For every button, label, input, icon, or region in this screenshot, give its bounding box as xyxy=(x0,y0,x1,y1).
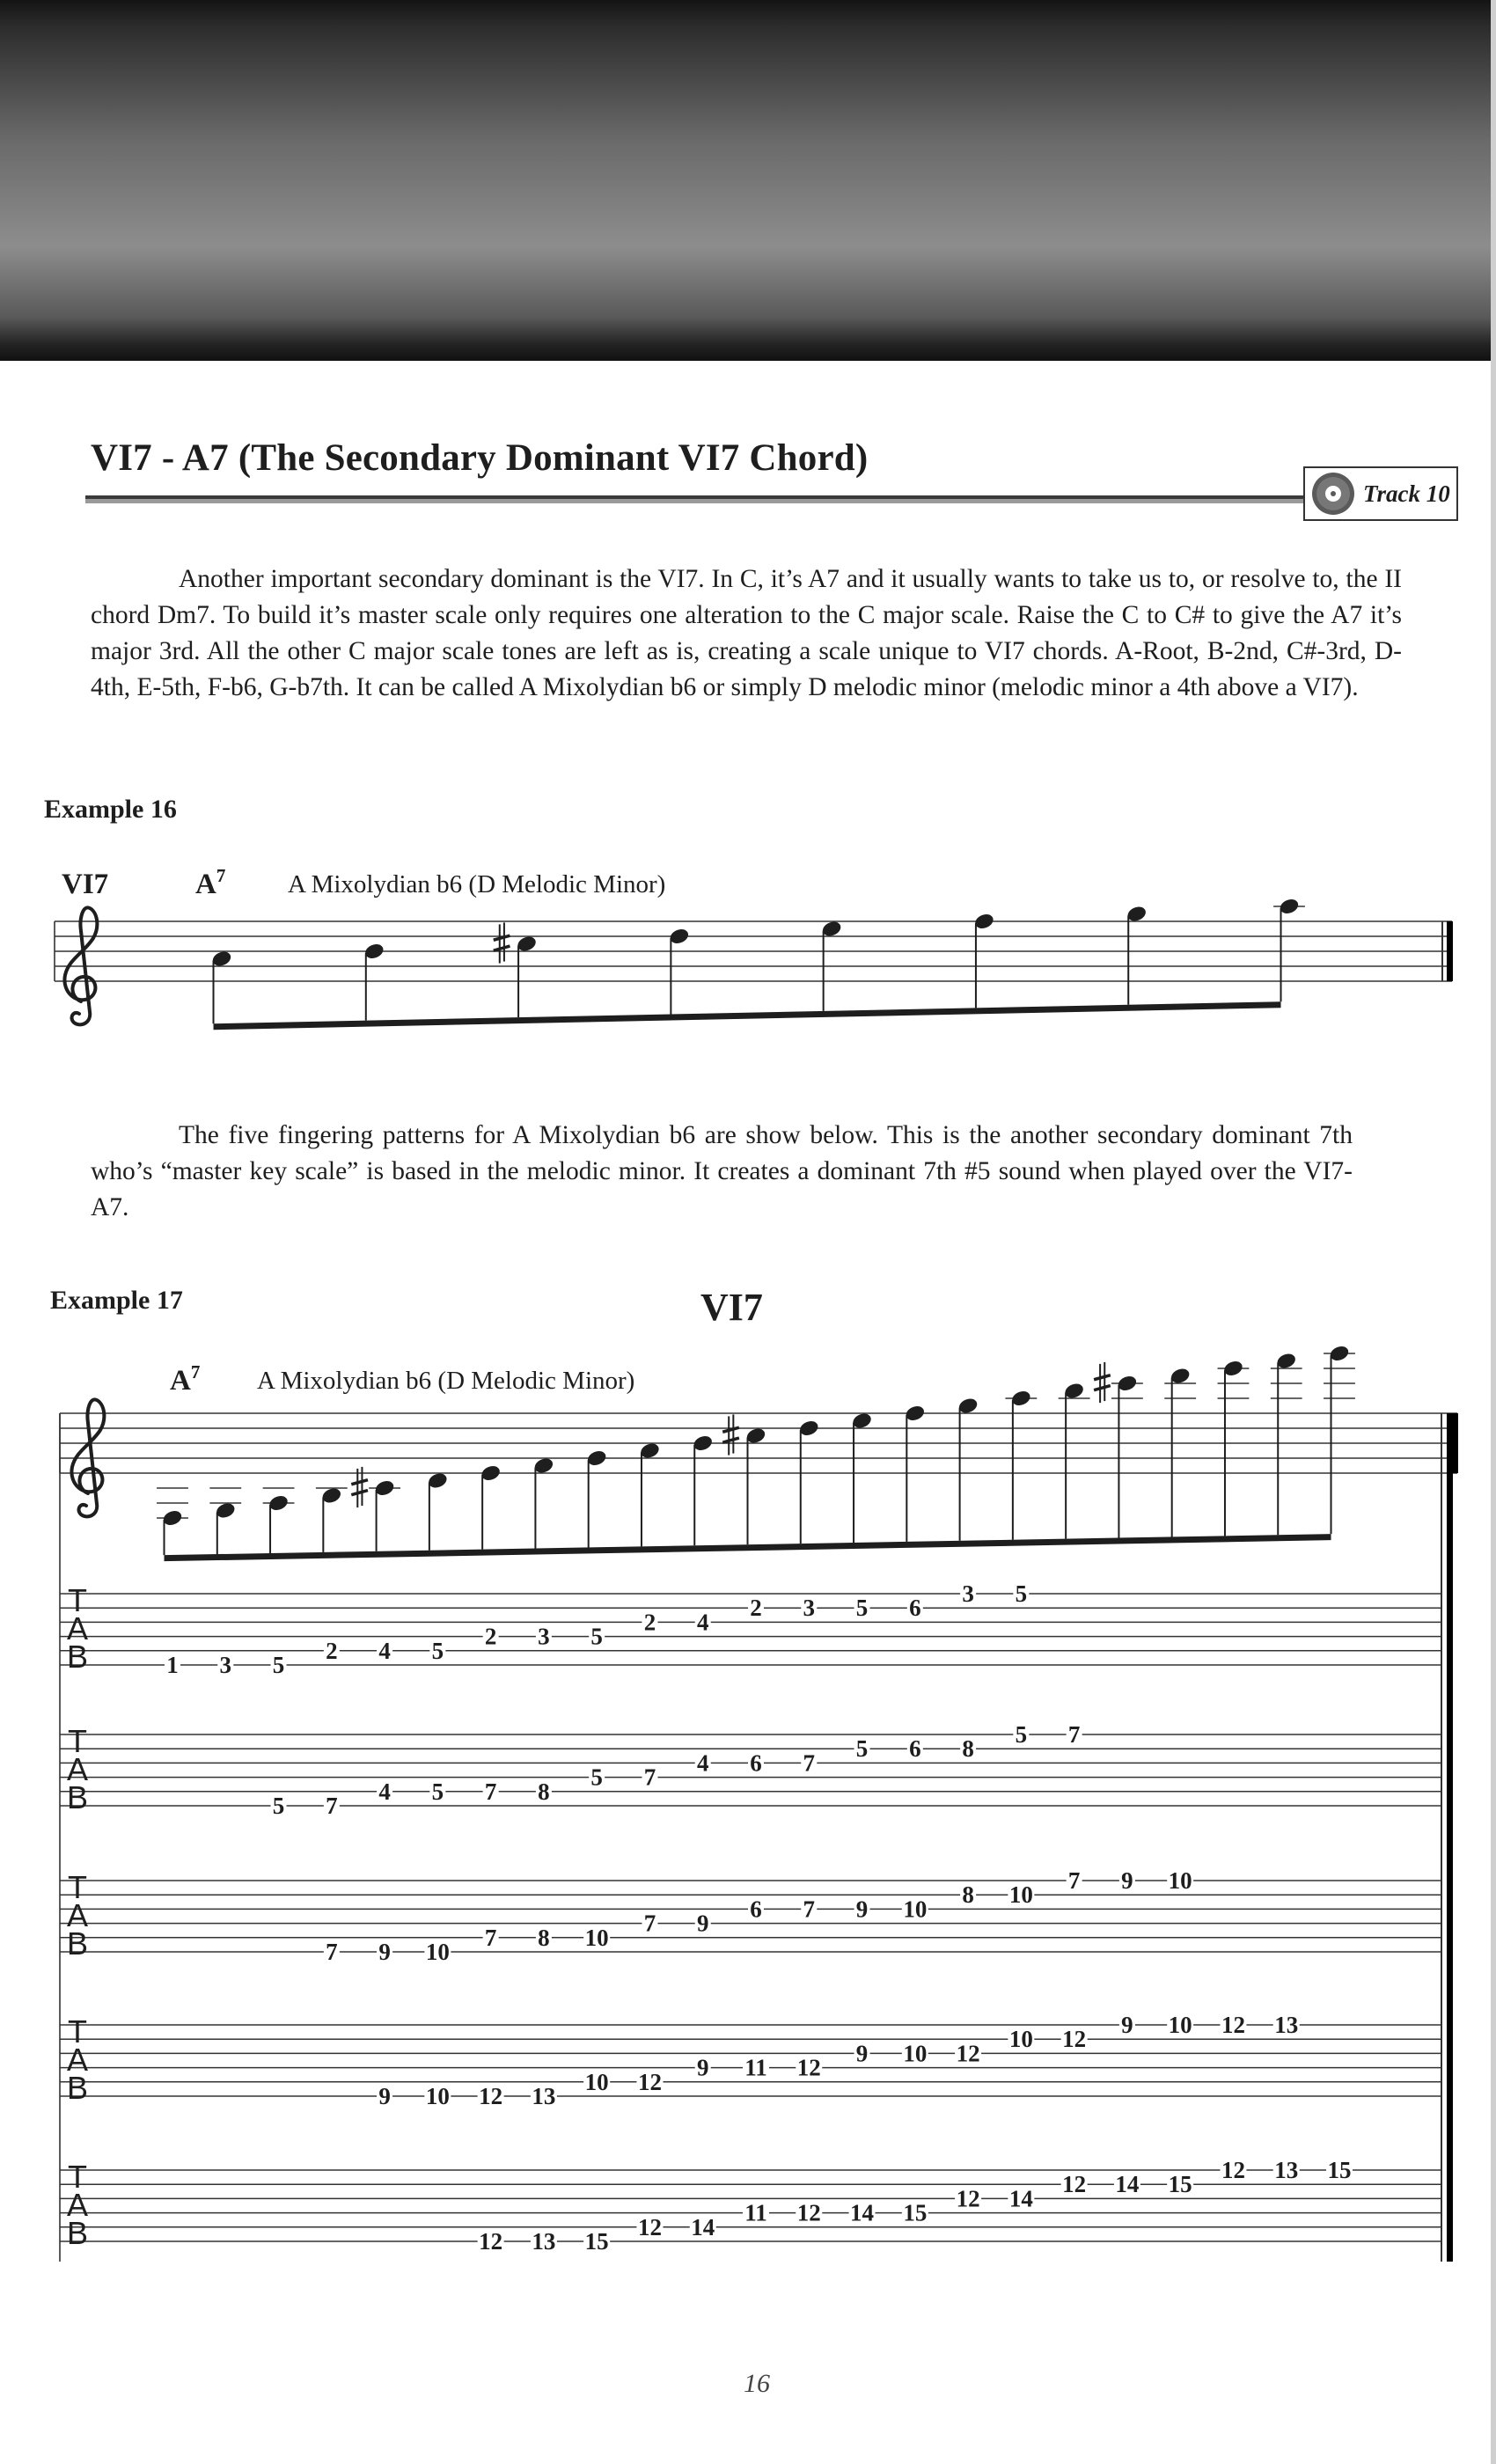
fret-number: 15 xyxy=(1168,2171,1192,2198)
fret-number: 11 xyxy=(744,2054,767,2081)
fret-number: 13 xyxy=(532,2083,556,2109)
fret-number: 7 xyxy=(803,1749,816,1777)
fret-number: 5 xyxy=(855,1595,869,1622)
fret-number: 6 xyxy=(909,1595,921,1622)
fret-number: 7 xyxy=(1067,1867,1081,1894)
fret-number: 9 xyxy=(1121,2012,1133,2038)
scan-shadow xyxy=(0,0,1496,361)
fret-number: 3 xyxy=(803,1595,816,1622)
fret-number: 5 xyxy=(431,1637,444,1664)
chord-symbol-root: A xyxy=(195,869,216,900)
fret-number: 9 xyxy=(1121,1867,1133,1894)
fret-number: 6 xyxy=(909,1735,921,1763)
chord-symbol-root: A xyxy=(170,1365,191,1397)
chord-symbol-quality: 7 xyxy=(190,1361,201,1382)
fret-number: 10 xyxy=(425,1939,450,1965)
fret-number: 12 xyxy=(1221,2012,1245,2038)
sharp-accidental xyxy=(494,922,510,963)
fret-number: 10 xyxy=(903,1896,928,1923)
fret-number: 3 xyxy=(219,1652,232,1678)
fret-number: 3 xyxy=(962,1580,974,1607)
fret-number: 4 xyxy=(378,1637,391,1664)
fret-number: 12 xyxy=(637,2213,662,2240)
tab-clef-letter: B xyxy=(66,2070,89,2106)
fret-number: 5 xyxy=(272,1652,285,1678)
fret-number: 7 xyxy=(643,1764,656,1791)
fret-number: 1 xyxy=(166,1652,179,1678)
fret-number: 12 xyxy=(956,2185,980,2212)
fret-number: 12 xyxy=(1062,2026,1087,2053)
fret-number: 14 xyxy=(691,2213,715,2240)
intro-paragraph: Another important secondary dominant is the VI7. In C, it’s A7 and it usually wants to take us to, or resolve to, the II chord Dm7. To build it’s master scale only requires one alteration to the C major scale. Raise the C to C# to give the A7 it’s major 3rd. All the other C major scale tones are left as is, creating a scale unique to VI7 chords. A-Root, B-2nd, C#-3rd, D-4th, E-5th, F-b6, G-b7th. It can be called A Mixolydian b6 or simply D melodic minor (melodic minor a 4th above a VI7). xyxy=(91,565,1402,701)
example-16-notation xyxy=(0,862,1496,1056)
fret-number: 8 xyxy=(962,1735,974,1763)
sharp-accidental xyxy=(722,1414,739,1455)
fret-number: 5 xyxy=(431,1778,444,1805)
chord-symbol-quality: 7 xyxy=(216,865,226,886)
fret-number: 10 xyxy=(584,2068,609,2095)
system-final-barline xyxy=(1447,1413,1453,2262)
tab-clef-letter: B xyxy=(66,1779,89,1815)
fret-number: 7 xyxy=(326,1793,338,1819)
fret-number: 5 xyxy=(590,1764,603,1791)
fret-number: 15 xyxy=(584,2228,609,2255)
example-17-label: Example 17 xyxy=(50,1286,183,1315)
page-title: VI7 - A7 (The Secondary Dominant VI7 Chord) xyxy=(91,437,869,479)
fret-number: 6 xyxy=(750,1896,762,1923)
tab-clef-letter: T xyxy=(68,2013,87,2050)
cd-icon xyxy=(1310,471,1356,517)
fret-number: 15 xyxy=(903,2199,928,2226)
beam xyxy=(214,1001,1281,1030)
fret-number: 7 xyxy=(803,1896,816,1923)
tab-clef-letter: A xyxy=(66,2187,89,2223)
tab-clef-letter: T xyxy=(68,1869,87,1905)
fret-number: 2 xyxy=(326,1637,338,1664)
tab-clef-letter: T xyxy=(68,1723,87,1759)
fret-number: 10 xyxy=(1168,1867,1192,1894)
fret-number: 11 xyxy=(744,2199,767,2226)
final-barline-thick xyxy=(1447,921,1453,981)
tab-clef-letter: B xyxy=(66,1925,89,1962)
fret-number: 9 xyxy=(855,2040,869,2067)
tab-clef-letter: A xyxy=(66,2042,89,2078)
fret-number: 8 xyxy=(962,1881,974,1909)
treble-staff xyxy=(55,897,1453,1030)
fret-number: 7 xyxy=(484,1778,497,1805)
fret-number: 7 xyxy=(326,1939,338,1965)
fingering-paragraph: The five fingering patterns for A Mixolydian b6 are show below. This is the another secondary dominant 7th who’s “master key scale” is based in the melodic minor. It creates a dominant 7th #5 sound when played over the VI7-A7. xyxy=(91,1121,1353,1221)
fret-number: 9 xyxy=(696,1910,709,1937)
fret-number: 2 xyxy=(484,1623,497,1650)
tab-clef-letter: A xyxy=(66,1751,89,1787)
fret-number: 12 xyxy=(956,2040,980,2067)
fret-number: 13 xyxy=(532,2228,556,2255)
tab-system xyxy=(60,1867,1441,1965)
fret-number: 5 xyxy=(1015,1580,1028,1607)
fret-number: 6 xyxy=(750,1749,762,1777)
tab-system xyxy=(60,1721,1441,1819)
fret-number: 3 xyxy=(538,1623,550,1650)
fret-number: 14 xyxy=(1008,2185,1033,2212)
fret-number: 10 xyxy=(1168,2012,1192,2038)
fret-number: 9 xyxy=(378,2083,391,2109)
scale-name: A Mixolydian b6 (D Melodic Minor) xyxy=(257,1367,635,1395)
track-badge xyxy=(1303,466,1458,521)
fret-number: 12 xyxy=(1221,2157,1245,2183)
scale-name: A Mixolydian b6 (D Melodic Minor) xyxy=(288,870,666,898)
fret-number: 2 xyxy=(643,1609,656,1636)
fret-number: 9 xyxy=(378,1939,391,1965)
fret-number: 14 xyxy=(1115,2171,1140,2198)
fret-number: 5 xyxy=(590,1623,603,1650)
fret-number: 15 xyxy=(1327,2157,1352,2183)
fret-number: 13 xyxy=(1274,2012,1299,2038)
fret-number: 12 xyxy=(637,2068,662,2095)
tab-clef-letter: T xyxy=(68,2159,87,2195)
fret-number: 5 xyxy=(855,1735,869,1763)
fret-number: 4 xyxy=(696,1609,709,1636)
fret-number: 10 xyxy=(425,2083,450,2109)
fret-number: 2 xyxy=(750,1595,762,1622)
fret-number: 12 xyxy=(796,2054,821,2081)
tab-system xyxy=(60,2157,1441,2255)
fret-number: 7 xyxy=(643,1910,656,1937)
fret-number: 10 xyxy=(1008,1881,1033,1909)
fret-number: 4 xyxy=(378,1778,391,1805)
tab-clef-letter: B xyxy=(66,2215,89,2251)
fret-number: 5 xyxy=(1015,1721,1028,1748)
fret-number: 10 xyxy=(584,1924,609,1951)
fret-number: 8 xyxy=(538,1924,550,1951)
fret-number: 12 xyxy=(1062,2171,1087,2198)
example-16-label: Example 16 xyxy=(44,795,177,824)
sharp-accidental xyxy=(1094,1362,1111,1403)
fret-number: 14 xyxy=(850,2199,875,2226)
fret-number: 9 xyxy=(855,1896,869,1923)
svg-text:A7 xyxy=(195,865,225,900)
tab-system xyxy=(60,2012,1441,2109)
tab-clef-letter: T xyxy=(68,1582,87,1618)
page-number: 16 xyxy=(744,2369,770,2398)
title-rule xyxy=(85,495,1303,503)
fret-number: 8 xyxy=(538,1778,550,1805)
final-barline-thick xyxy=(1452,1413,1458,1473)
fret-number: 4 xyxy=(696,1749,709,1777)
example-17-notation xyxy=(0,1324,1496,2297)
example-17-heading: VI7 xyxy=(700,1286,763,1329)
fret-number: 10 xyxy=(1008,2026,1033,2053)
fret-number: 12 xyxy=(479,2228,503,2255)
fret-number: 9 xyxy=(696,2054,709,2081)
tab-system xyxy=(60,1580,1441,1678)
track-label: Track 10 xyxy=(1363,480,1450,507)
tab-clef-letter: A xyxy=(66,1897,89,1933)
fret-number: 7 xyxy=(484,1924,497,1951)
tab-clef-letter: A xyxy=(66,1610,89,1646)
fret-number: 12 xyxy=(479,2083,503,2109)
fret-number: 5 xyxy=(272,1793,285,1819)
fret-number: 10 xyxy=(903,2040,928,2067)
fret-number: 7 xyxy=(1067,1721,1081,1748)
fret-number: 13 xyxy=(1274,2157,1299,2183)
tab-clef-letter: B xyxy=(66,1639,89,1675)
fret-number: 12 xyxy=(796,2199,821,2226)
roman-numeral-label: VI7 xyxy=(62,869,109,900)
svg-text:A7 xyxy=(170,1361,200,1397)
